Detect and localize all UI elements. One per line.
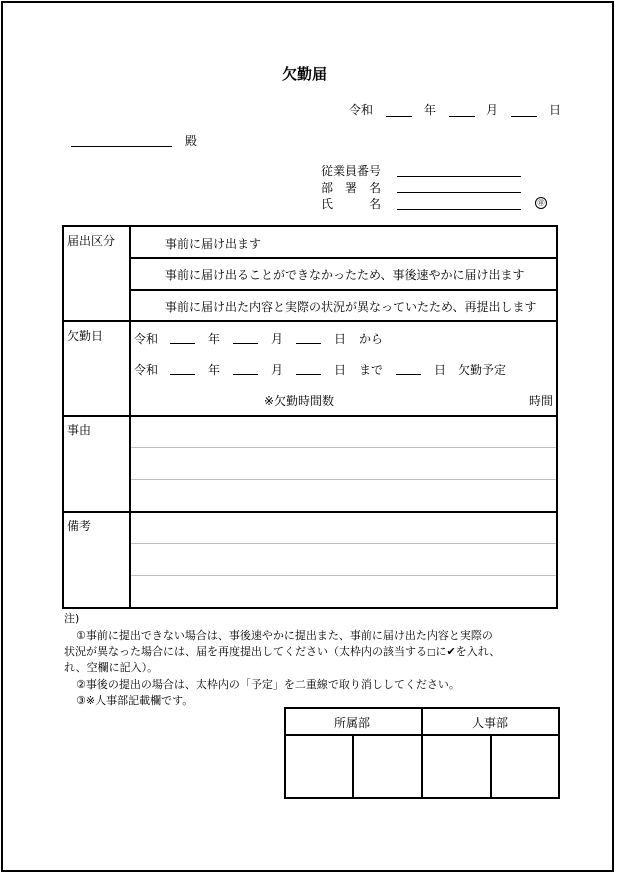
seal-icon: ㊞ bbox=[535, 197, 547, 209]
option-divider-2 bbox=[129, 289, 558, 291]
note-item-1-line-1: ①事前に提出できない場合は、事後速やかに提出また、事前に届け出た内容と実際の bbox=[76, 629, 493, 642]
dept-stamp-cell-2[interactable] bbox=[356, 738, 419, 796]
date-year-unit: 年 bbox=[424, 103, 437, 117]
hr-stamp-cell-2[interactable] bbox=[494, 738, 557, 796]
from-year-field[interactable] bbox=[170, 343, 195, 344]
department-field[interactable] bbox=[397, 192, 521, 193]
hr-stamp-cell-1[interactable] bbox=[425, 738, 488, 796]
until-month-field[interactable] bbox=[233, 374, 258, 375]
remarks-label: 備考 bbox=[67, 519, 92, 533]
notification-option-1[interactable]: 事前に届け出ます bbox=[165, 237, 262, 251]
date-era: 令和 bbox=[349, 103, 374, 117]
employee-no-field[interactable] bbox=[397, 176, 521, 177]
document-title: 欠勤届 bbox=[282, 65, 328, 83]
from-suffix: から bbox=[359, 332, 384, 346]
option-divider-1 bbox=[129, 257, 558, 259]
absence-hours-note: ※欠勤時間数 bbox=[264, 394, 335, 408]
note-item-3: ③※人事部記載欄です。 bbox=[76, 694, 194, 707]
approval-dept-divider bbox=[421, 707, 423, 799]
notification-option-2[interactable]: 事前に届け出ることができなかったため、事後速やかに届け出ます bbox=[165, 268, 525, 282]
absence-date-label: 欠勤日 bbox=[67, 329, 104, 343]
section-divider-1 bbox=[62, 320, 558, 322]
date-year-field[interactable] bbox=[386, 116, 412, 117]
until-day-unit: 日 bbox=[334, 363, 347, 377]
note-item-1-line-2: 状況が異なった場合には、届を再度提出してください（太枠内の該当する□に✔を入れ、 bbox=[64, 645, 501, 658]
name-field[interactable] bbox=[397, 209, 521, 210]
until-day-field[interactable] bbox=[296, 374, 321, 375]
from-year-unit: 年 bbox=[208, 332, 221, 346]
reason-input-area[interactable] bbox=[131, 417, 556, 510]
absence-planned-label: 欠勤予定 bbox=[458, 363, 507, 377]
checkbox-icon: □ bbox=[427, 648, 436, 658]
approval-dept-label: 所属部 bbox=[334, 716, 371, 730]
checkmark-icon: ✔ bbox=[446, 645, 456, 658]
until-era: 令和 bbox=[134, 363, 159, 377]
date-month-field[interactable] bbox=[449, 116, 475, 117]
until-label: まで bbox=[359, 363, 384, 377]
approval-dept-stamp-divider bbox=[352, 734, 354, 799]
date-day-unit: 日 bbox=[549, 103, 562, 117]
notes-heading: 注) bbox=[64, 612, 80, 625]
notification-option-3[interactable]: 事前に届け出た内容と実際の状況が異なっていたため、再提出します bbox=[165, 300, 537, 314]
note-item-1-line-3: れ、空欄に記入）。 bbox=[64, 661, 159, 674]
approval-hr-label: 人事部 bbox=[472, 716, 509, 730]
department-label: 部 署 名 bbox=[321, 181, 382, 195]
reason-label: 事由 bbox=[67, 423, 92, 437]
from-era: 令和 bbox=[134, 332, 159, 346]
addressee-field[interactable] bbox=[71, 146, 172, 147]
addressee-suffix: 殿 bbox=[185, 134, 198, 148]
notification-type-label: 届出区分 bbox=[67, 234, 116, 248]
date-month-unit: 月 bbox=[486, 103, 499, 117]
absence-days-unit: 日 bbox=[434, 363, 447, 377]
absence-hours-unit: 時間 bbox=[529, 394, 554, 408]
from-month-unit: 月 bbox=[271, 332, 284, 346]
from-month-field[interactable] bbox=[233, 343, 258, 344]
from-day-field[interactable] bbox=[296, 343, 321, 344]
until-year-field[interactable] bbox=[170, 374, 195, 375]
from-day-unit: 日 bbox=[334, 332, 347, 346]
approval-hr-stamp-divider bbox=[490, 734, 492, 799]
dept-stamp-cell-1[interactable] bbox=[288, 738, 350, 796]
until-month-unit: 月 bbox=[271, 363, 284, 377]
remarks-input-area[interactable] bbox=[131, 513, 556, 607]
date-day-field[interactable] bbox=[511, 116, 537, 117]
employee-no-label: 従業員番号 bbox=[321, 164, 382, 178]
until-year-unit: 年 bbox=[208, 363, 221, 377]
absence-days-field[interactable] bbox=[396, 374, 421, 375]
note-item-2: ②事後の提出の場合は、太枠内の「予定」を二重線で取り消ししてください。 bbox=[76, 678, 460, 691]
name-label: 氏 名 bbox=[321, 197, 382, 211]
